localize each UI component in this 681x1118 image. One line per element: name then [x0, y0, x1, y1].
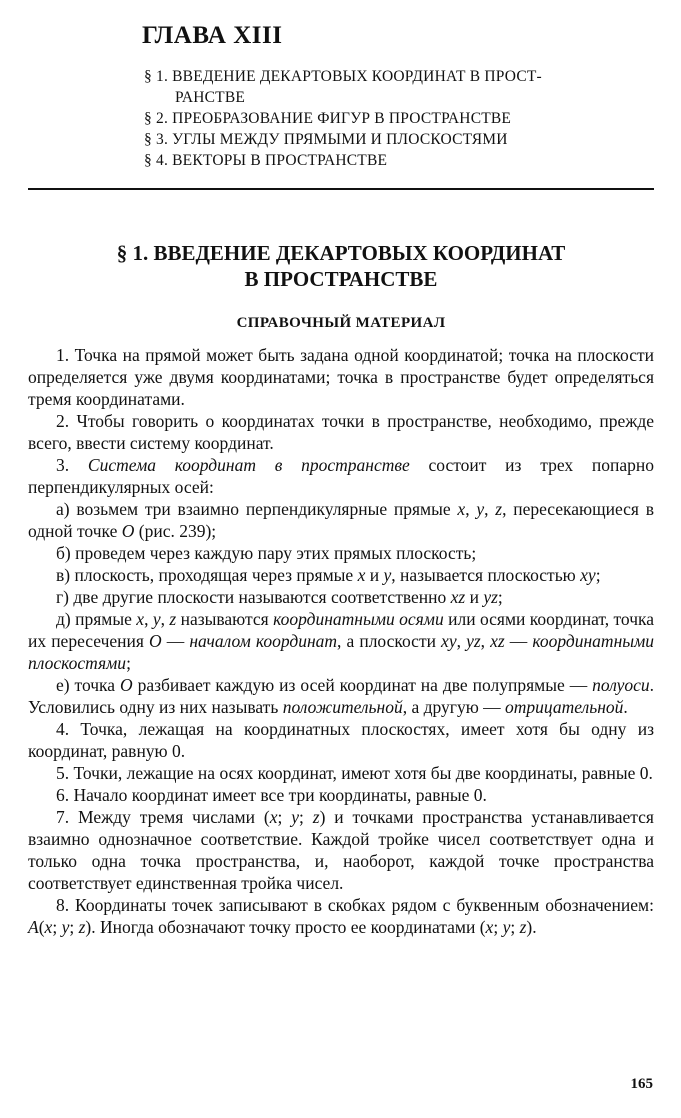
page-number: 165 — [630, 1076, 653, 1092]
toc-item — [144, 66, 644, 108]
body-text — [28, 344, 654, 938]
section-title-line: § 1. ВВЕДЕНИЕ ДЕКАРТОВЫХ КООРДИНАТ — [116, 241, 566, 265]
paragraph: 7. Между тремя числами (x; y; z) и точками пространства устанавливается взаимно однозначное соответствие. Каждой тройке чисел соответствует одна и только одна точка пространства, и, наоборот, каждой точке пространства соответствует единственная тройка чисел. — [28, 807, 654, 893]
toc-item — [144, 150, 644, 171]
toc-item — [144, 129, 644, 150]
paragraph: г) две другие плоскости называются соответственно xz и yz; — [56, 587, 503, 607]
toc-item-text-continued: РАНСТВЕ — [175, 89, 246, 106]
toc-item-text: § 3. УГЛЫ МЕЖДУ ПРЯМЫМИ И ПЛОСКОСТЯМИ — [144, 131, 508, 148]
chapter-title: ГЛАВА XIII — [142, 22, 283, 49]
section-title — [28, 240, 654, 292]
paragraph: 6. Начало координат имеет все три координаты, равные 0. — [56, 785, 487, 805]
paragraph: 8. Координаты точек записывают в скобках рядом с буквенным обозначением: A(x; y; z). Иногда обозначают точку просто ее координатами (x; y; z). — [28, 895, 654, 937]
section-title-line: В ПРОСТРАНСТВЕ — [244, 267, 438, 291]
paragraph: 4. Точка, лежащая на координатных плоскостях, имеет хотя бы одну из координат, равную 0. — [28, 719, 654, 761]
paragraph: 2. Чтобы говорить о координатах точки в пространстве, необходимо, прежде всего, ввести систему координат. — [28, 411, 654, 453]
paragraph: 3. Система координат в пространстве состоит из трех попарно перпендикулярных осей: — [28, 455, 654, 497]
toc-item-text: § 4. ВЕКТОРЫ В ПРОСТРАНСТВЕ — [144, 152, 388, 169]
chapter-toc — [144, 66, 644, 171]
paragraph: а) возьмем три взаимно перпендикулярные прямые x, y, z, пересекающиеся в одной точке O (рис. 239); — [28, 499, 655, 541]
paragraph: е) точка O разбивает каждую из осей координат на две полупрямые — полуоси. Условились одну из них называть положительной, а другую — отрицательной. — [28, 675, 655, 717]
paragraph: 5. Точки, лежащие на осях координат, имеют хотя бы две координаты, равные 0. — [56, 763, 653, 783]
paragraph: д) прямые x, y, z называются координатными осями или осями координат, точка их пересечения O — началом координат, а плоскости xy, yz, xz — координатными плоскостями; — [28, 609, 655, 673]
divider-rule — [28, 188, 654, 190]
reference-heading: СПРАВОЧНЫЙ МАТЕРИАЛ — [236, 315, 446, 331]
paragraph: в) плоскость, проходящая через прямые x и y, называется плоскостью xy; — [56, 565, 601, 585]
toc-item — [144, 108, 644, 129]
paragraph: б) проведем через каждую пару этих прямых плоскость; — [56, 543, 477, 563]
paragraph: 1. Точка на прямой может быть задана одной координатой; точка на плоскости определяется уже двумя координатами; точка в пространстве будет определяться тремя координатами. — [28, 345, 654, 409]
toc-item-text: § 2. ПРЕОБРАЗОВАНИЕ ФИГУР В ПРОСТРАНСТВЕ — [144, 110, 512, 127]
toc-item-text: § 1. ВВЕДЕНИЕ ДЕКАРТОВЫХ КООРДИНАТ В ПРОСТ- — [144, 68, 542, 85]
